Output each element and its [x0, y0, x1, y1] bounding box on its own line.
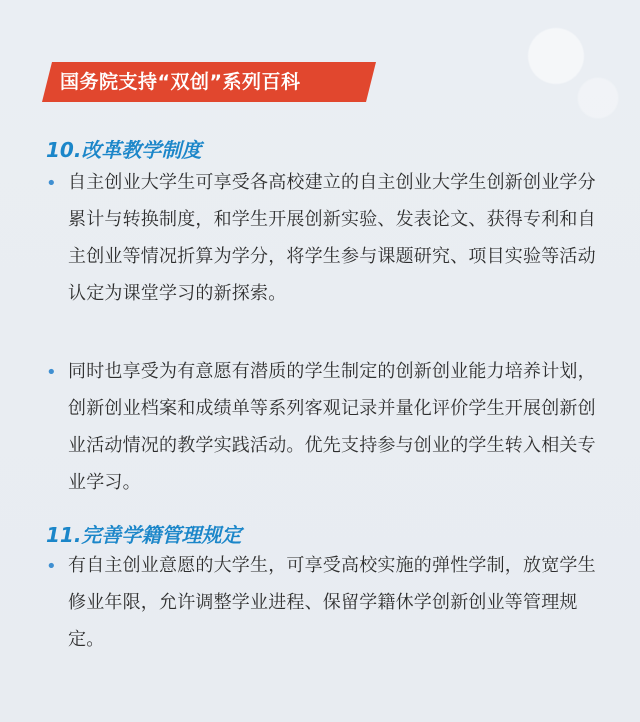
- section-heading-10: 10.改革教学制度: [46, 138, 202, 162]
- bullet-dot-icon: •: [46, 362, 57, 383]
- bullet-item: [46, 547, 606, 658]
- bullet-item: [46, 164, 606, 312]
- bullet-dot-icon: •: [46, 556, 57, 577]
- bullet-dot-icon: •: [46, 173, 57, 194]
- bullet-text: 同时也享受为有意愿有潜质的学生制定的创新创业能力培养计划，创新创业档案和成绩单等系列客观记录并量化评价学生开展创新创业活动情况的教学实践活动。优先支持参与创业的学生转入相关专业学习。: [68, 361, 596, 493]
- bullet-text: 自主创业大学生可享受各高校建立的自主创业大学生创新创业学分累计与转换制度，和学生开展创新实验、发表论文、获得专利和自主创业等情况折算为学分，将学生参与课题研究、项目实验等活动认定为课堂学习的新探索。: [68, 172, 596, 304]
- banner-title: 国务院支持“双创”系列百科: [60, 71, 301, 93]
- title-banner: [42, 62, 376, 102]
- background-decoration: [430, 0, 640, 140]
- section-heading-11: 11.完善学籍管理规定: [46, 523, 242, 547]
- bullet-item: [46, 353, 606, 501]
- bullet-text: 有自主创业意愿的大学生，可享受高校实施的弹性学制，放宽学生修业年限，允许调整学业进程、保留学籍休学创新创业等管理规定。: [68, 555, 596, 650]
